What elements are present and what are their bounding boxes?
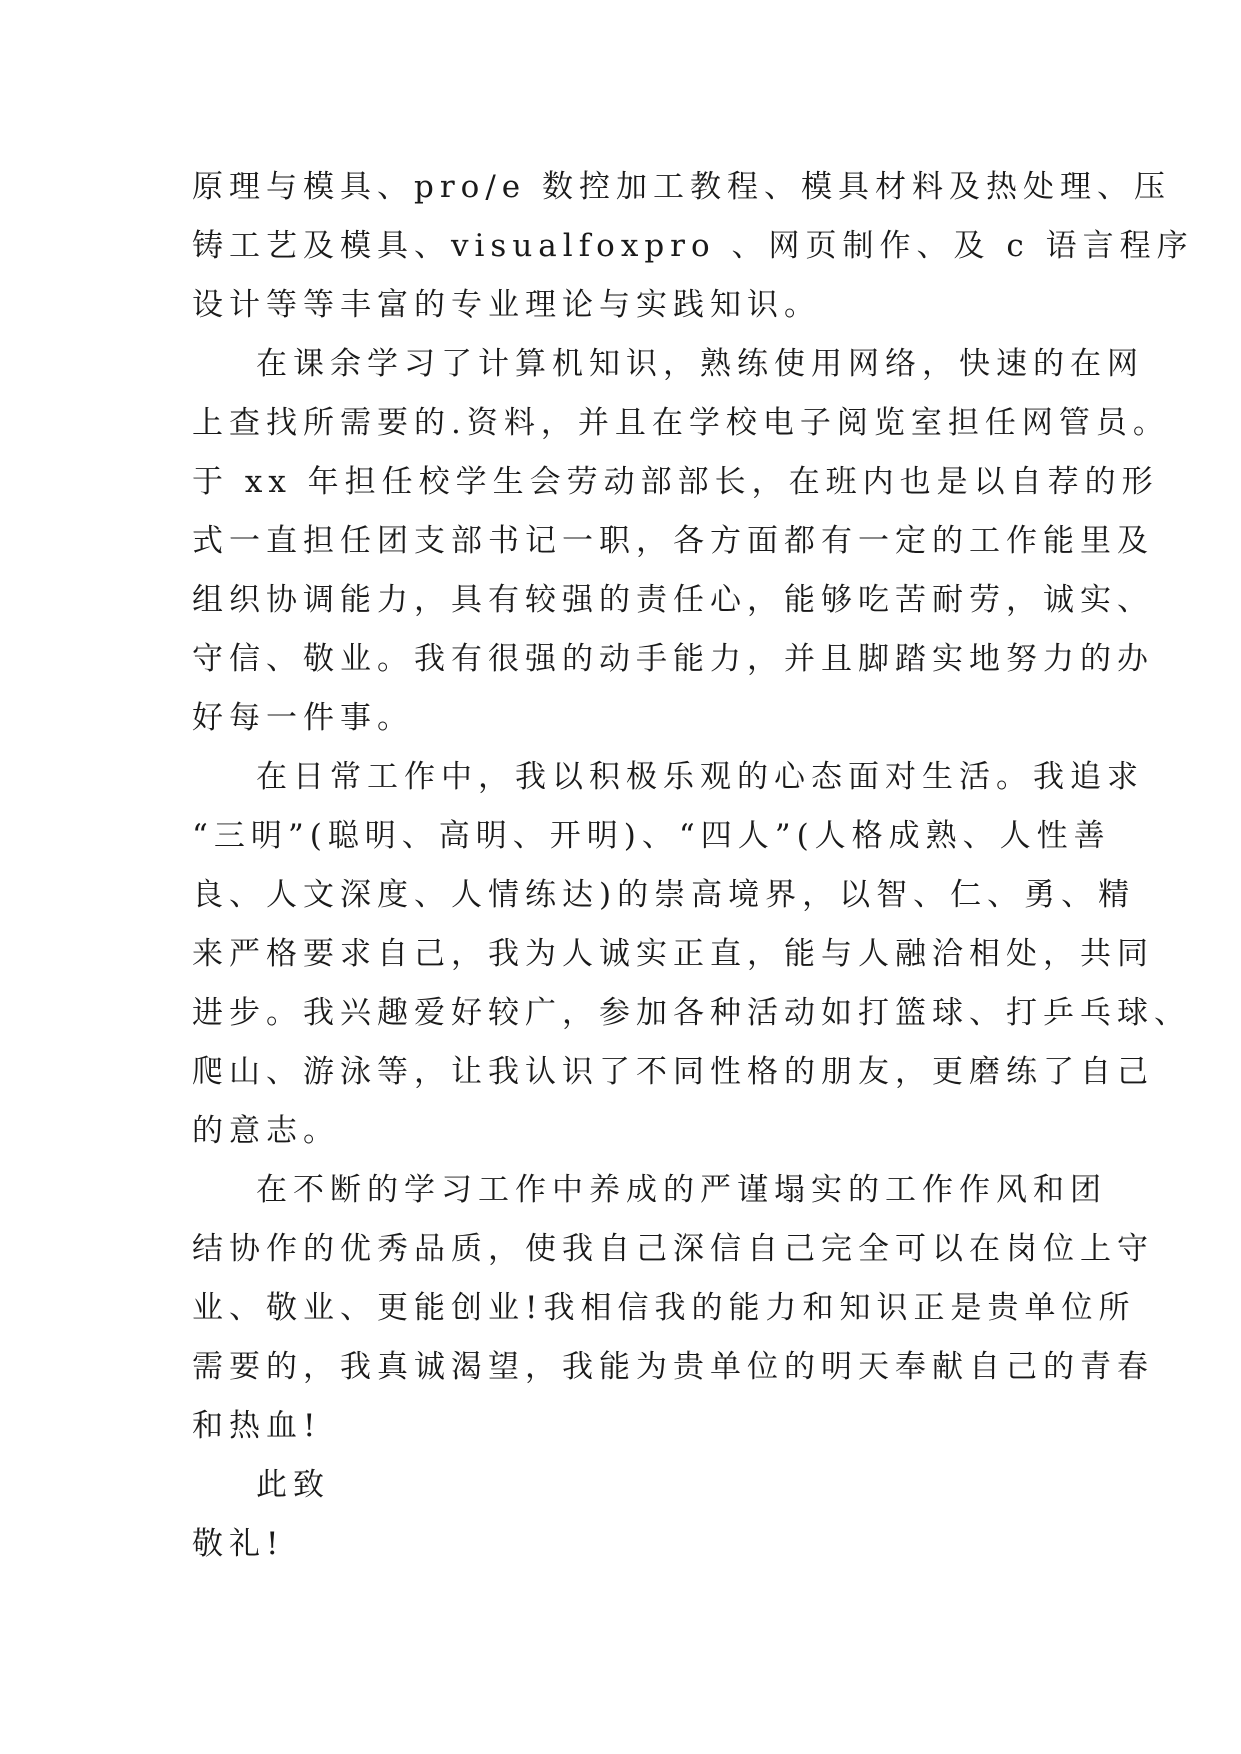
text-line: 组织协调能力，具有较强的责任心，能够吃苦耐劳，诚实、 xyxy=(192,582,1154,618)
text-line: 原理与模具、pro/e 数控加工教程、模具材料及热处理、压 xyxy=(192,169,1171,205)
text-line: 来严格要求自己，我为人诚实正直，能与人融洽相处，共同 xyxy=(192,936,1154,972)
text-line: 铸工艺及模具、visualfoxpro 、网页制作、及 c 语言程序 xyxy=(192,228,1194,264)
text-line: 式一直担任团支部书记一职，各方面都有一定的工作能里及 xyxy=(192,523,1154,559)
letter-body xyxy=(192,158,1194,1574)
text-line: 结协作的优秀品质，使我自己深信自己完全可以在岗位上守 xyxy=(192,1231,1154,1267)
text-line: 业、敬业、更能创业!我相信我的能力和知识正是贵单位所 xyxy=(192,1290,1136,1326)
text-line: 良、人文深度、人情练达)的崇高境界，以智、仁、勇、精 xyxy=(192,877,1136,913)
text-line: “三明”(聪明、高明、开明)、“四人”(人格成熟、人性善 xyxy=(192,818,1111,854)
text-line: 进步。我兴趣爱好较广，参加各种活动如打篮球、打乒乓球、 xyxy=(192,995,1191,1031)
paragraph-first-line: 在不断的学习工作中养成的严谨塌实的工作作风和团 xyxy=(256,1172,1107,1208)
closing-salutation: 此致 xyxy=(256,1467,330,1503)
text-line: 设计等等丰富的专业理论与实践知识。 xyxy=(192,287,821,323)
text-line: 上查找所需要的.资料，并且在学校电子阅览室担任网管员。 xyxy=(192,405,1170,441)
text-line: 需要的，我真诚渴望，我能为贵单位的明天奉献自己的青春 xyxy=(192,1349,1154,1385)
text-line: 的意志。 xyxy=(192,1113,340,1149)
text-line: 好每一件事。 xyxy=(192,700,414,736)
text-line: 守信、敬业。我有很强的动手能力，并且脚踏实地努力的办 xyxy=(192,641,1154,677)
paragraph-first-line: 在课余学习了计算机知识，熟练使用网络，快速的在网 xyxy=(256,346,1144,382)
closing-regards: 敬礼! xyxy=(192,1526,285,1562)
paragraph-first-line: 在日常工作中，我以积极乐观的心态面对生活。我追求 xyxy=(256,759,1144,795)
text-line: 于 xx 年担任校学生会劳动部部长，在班内也是以自荐的形 xyxy=(192,464,1159,500)
text-line: 爬山、游泳等，让我认识了不同性格的朋友，更磨练了自己 xyxy=(192,1054,1154,1090)
text-line: 和热血! xyxy=(192,1408,322,1444)
